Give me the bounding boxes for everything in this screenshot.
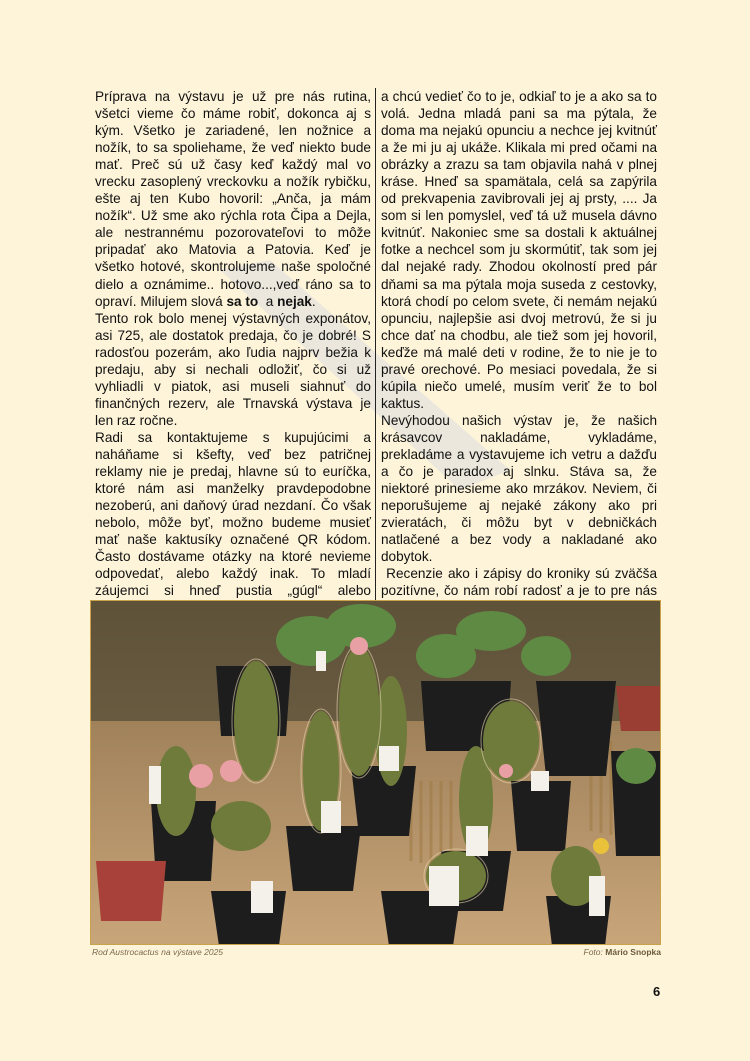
cactus-photo-illustration xyxy=(91,601,661,945)
paragraph: Nevýhodou našich výstav je, že našich krásavcov nakladáme, vykladáme, prekladáme a vystavujeme ich vetru a dažďu a čo je paradox aj slnku. Stáva sa, že niektoré prinesieme ako mrzákov. Neviem, či neporušujeme aj nejaké zákony ako pri zvieratách, či môžu byt v debničkách natlačené a bez vody a nakladané ako dobytok. xyxy=(381,412,657,565)
paragraph-text: . xyxy=(311,293,316,309)
photo-caption: Rod Austrocactus na výstave 2025 xyxy=(92,947,224,957)
column-divider xyxy=(375,88,376,600)
bold-phrase: nejak xyxy=(277,293,312,309)
photo-credit xyxy=(584,947,661,957)
page-number: 6 xyxy=(653,984,661,999)
paragraph xyxy=(95,88,371,310)
photo-credit-name: Mário Snopka xyxy=(605,947,661,957)
bold-phrase: sa to xyxy=(226,293,259,309)
right-column xyxy=(381,88,657,634)
paragraph: Tento rok bolo menej výstavných exponátov, asi 725, ale dostatok predaja, čo je dobré! S radosťou pozerám, ako ľudia najprv bežia k predaju, aby si nechali odložiť, čo si už vyhliadli v piatok, asi museli siahnuť do finančných rezerv, ale Trnavská výstava je len raz ročne. xyxy=(95,310,371,428)
photo-credit-label: Foto: xyxy=(583,947,603,957)
paragraph-text: a xyxy=(258,293,278,309)
left-column xyxy=(95,88,371,634)
paragraph: Radi sa kontaktujeme s kupujúcimi a naháňame si kšefty, veď bez patričnej reklamy nie je predaj, hlavne sú to euríčka, ktoré nám asi manželky pravdepodobne nezoberú, ani daňový úrad nezdaní. Čo však nebolo, môže byť, možno budeme musieť mať naše kaktusíky označené QR kódom. Často dostávame otázky na ktoré nevieme odpovedať, alebo každý inak. To mladí záujemci si hneď pustia „gúgl“ alebo xyxy=(95,429,371,599)
paragraph: Recenzie ako i zápisy do kroniky sú zväčša pozitívne, čo nám robí radosť a je to pre nás xyxy=(381,566,658,599)
cactus-exhibition-photo xyxy=(90,600,661,945)
article-body xyxy=(95,88,663,600)
paragraph-text: Príprava na výstavu je už pre nás rutina, všetci vieme čo máme robiť, dokonca aj s kým. Všetko je zariadené, len nožnice a nožík, to sa spoliehame, že veď niekto bude mať. Preč sú už časy keď každý mal vo vrecku zasoplený vreckovku a nožík rybičku, ešte aj ten Kubo hovoril: „Anča, ja mám nožík“. Už sme ako rýchla rota Čipa a Dejla, ale nestrannému pozorovateľovi to môže pripadať ako Matovia a Patovia. Keď je všetko hotové, skontrolujeme naše spoločné dielo a oznámime.. hotovo...,veď ráno sa to opraví. Milujem slová xyxy=(95,89,371,309)
paragraph: a chcú vedieť čo to je, odkiaľ to je a ako sa to volá. Jedna mladá pani sa ma pýtala, že doma ma nejakú opunciu a nechce jej kvitnúť a že mi ju aj ukáže. Klikala mi pred očami na obrázky a zrazu sa tam objavila nahá v plnej kráse. Hneď sa spamätala, celá sa zapýrila od prekvapenia zavibrovali jej aj prsty, .... Ja som si len pomyslel, veď tá už musela dávno kvitnúť. Nakoniec sme sa dostali k aktuálnej fotke a nechcel som ju skormútiť, tak som jej dal nejaké rady. Zhodou okolností pred pár dňami sa ma pýtala moja suseda z cestovky, ktorá chodí po celom svete, či nemám nejakú opunciu, najlepšie asi dvoj metrovú, že si ju chce dať na chodbu, ale tiež som jej hovoril, keďže má malé deti v rodine, že to nie je to pravé orechové. Po mesiaci povedala, že si kúpila niečo umelé, musím veriť že to bol kaktus. xyxy=(381,89,657,411)
